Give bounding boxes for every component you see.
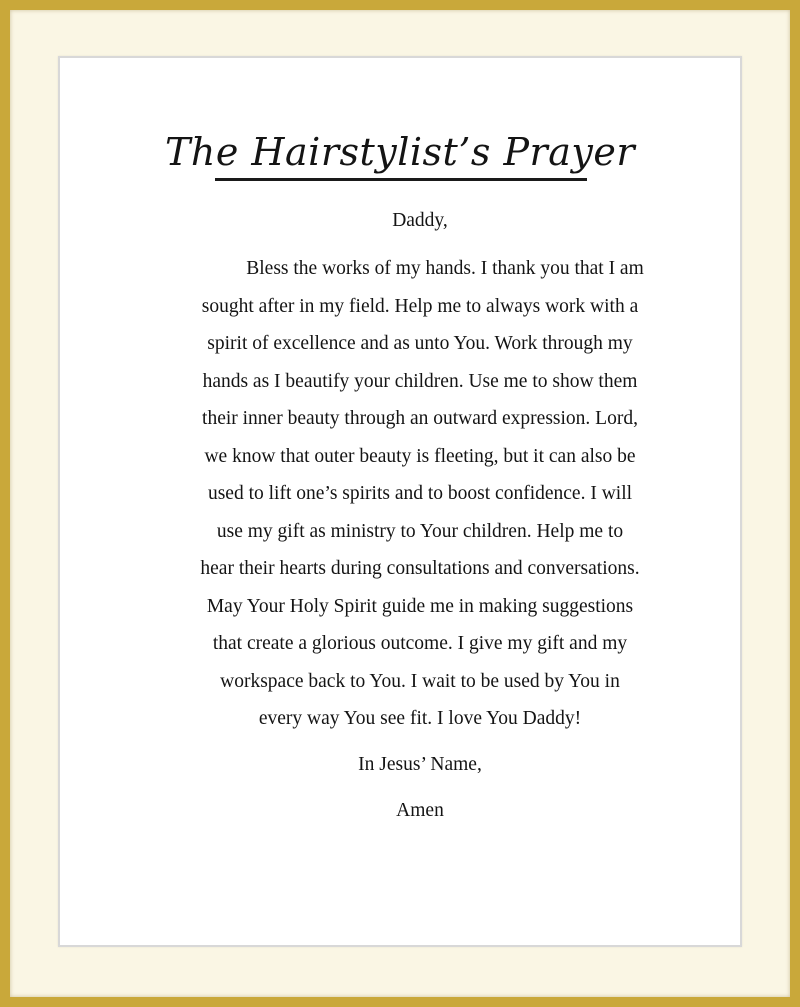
prayer-line: used to lift one’s spirits and to boost confidence. I will <box>207 483 633 504</box>
prayer-line: May Your Holy Spirit guide me in making suggestions <box>206 595 634 617</box>
prayer-line: we know that outer beauty is fleeting, but it can also be <box>204 445 636 467</box>
frame-mat <box>10 10 790 997</box>
prayer-line: Bless the works of my hands. I thank you that I am <box>246 258 644 279</box>
amen-line: Amen <box>396 799 444 821</box>
prayer-line: use my gift as ministry to Your children. Help me to <box>216 520 624 542</box>
prayer-line: hands as I beautify your children. Use me to show them <box>202 370 638 392</box>
title-underline <box>215 178 587 181</box>
prayer-line: hear their hearts during consultations and conversations. <box>200 558 640 579</box>
prayer-body <box>170 202 670 834</box>
prayer-document <box>58 56 742 947</box>
prayer-line: their inner beauty through an outward expression. Lord, <box>202 408 638 429</box>
prayer-line: workspace back to You. I wait to be used by You in <box>220 670 620 692</box>
prayer-line: that create a glorious outcome. I give my gift and my <box>212 633 628 654</box>
salutation: Daddy, <box>392 210 448 231</box>
document-title: The Hairstylist’s Prayer <box>165 130 635 174</box>
closing-line: In Jesus’ Name, <box>358 753 482 775</box>
prayer-line: sought after in my field. Help me to always work with a <box>201 295 639 317</box>
prayer-line: every way You see fit. I love You Daddy! <box>258 708 582 729</box>
prayer-line: spirit of excellence and as unto You. Work through my <box>207 333 633 354</box>
prayer-paragraph <box>170 250 670 738</box>
